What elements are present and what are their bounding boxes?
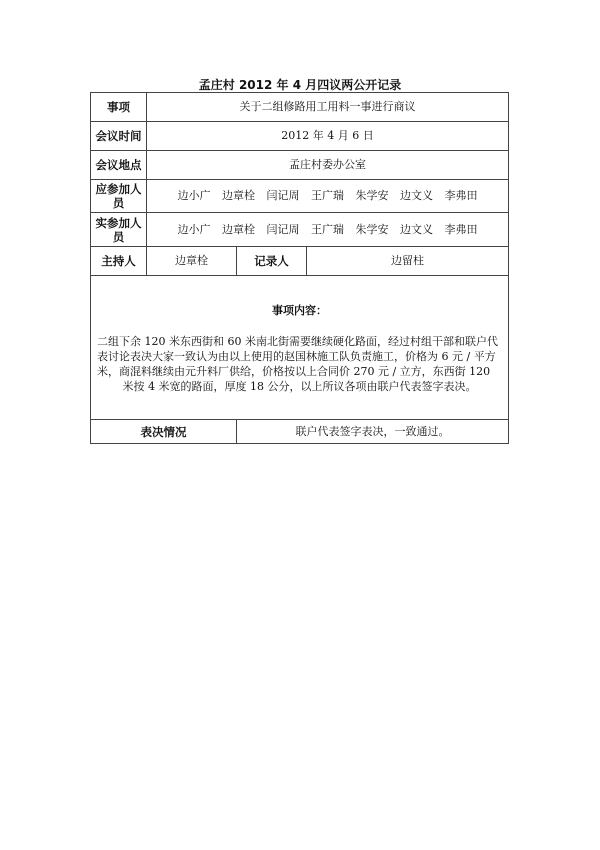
document-title: 孟庄村 2012 年 4 月四议两公开记录	[198, 78, 402, 92]
expected-attendee: 闫记周	[266, 189, 300, 202]
actual-attendee: 朱学安	[355, 222, 389, 236]
actual-attendee: 边章栓	[222, 222, 256, 236]
matter-label: 事项	[91, 93, 147, 122]
actual-attendees-label	[91, 213, 147, 247]
actual-attendee: 李弗田	[444, 222, 478, 236]
actual-attendees-label-line2: 员	[112, 229, 125, 244]
expected-attendee: 朱学安	[355, 189, 389, 202]
vote-label: 表决情况	[91, 420, 237, 444]
expected-attendee: 边文义	[400, 189, 434, 202]
expected-attendees-label-line2: 员	[112, 196, 125, 210]
row-content	[91, 276, 509, 420]
row-host-recorder	[91, 247, 509, 276]
expected-attendees-label	[91, 180, 147, 213]
meeting-place-value: 孟庄村委办公室	[147, 151, 509, 180]
actual-attendees-names	[147, 213, 509, 247]
recorder-value: 边留柱	[307, 247, 509, 276]
actual-attendees-label-line1: 实参加人	[95, 215, 142, 230]
actual-attendee: 王广瑞	[311, 222, 345, 236]
content-body: 二组下余 120 米东西街和 60 米南北街需要继续硬化路面，经过村组干部和联户代表讨论表决大家一致认为由以上使用的赵国林施工队负责施工，价格为 6 元 / 平方米，商混料继续由元升料厂供给，价格按以上合同价 270 元 / 立方，东西街 120 米按 4 米宽的路面，厚度 18 公分，以上所议各项由联户代表签字表决。	[97, 334, 498, 393]
row-actual-attendees	[91, 213, 509, 247]
actual-attendee: 闫记周	[266, 222, 300, 236]
meeting-time-value: 2012 年 4 月 6 日	[147, 122, 509, 151]
expected-attendee: 边小广	[177, 189, 211, 202]
host-value: 边章栓	[147, 247, 237, 276]
meeting-place-label: 会议地点	[91, 151, 147, 180]
expected-attendee: 李弗田	[444, 189, 478, 202]
row-meeting-time	[91, 122, 509, 151]
content-heading: 事项内容：	[272, 303, 328, 317]
row-matter	[91, 93, 509, 122]
host-label: 主持人	[91, 247, 147, 276]
content-cell	[91, 276, 509, 420]
vote-value: 联户代表签字表决，一致通过。	[237, 420, 509, 444]
expected-attendees-names	[147, 180, 509, 213]
expected-attendees-label-line1: 应参加人	[95, 182, 142, 196]
actual-attendee: 边文义	[400, 222, 434, 236]
expected-attendee: 王广瑞	[311, 189, 345, 202]
row-expected-attendees	[91, 180, 509, 213]
matter-value: 关于二组修路用工用料一事进行商议	[147, 93, 509, 122]
recorder-label: 记录人	[237, 247, 307, 276]
row-vote	[91, 420, 509, 444]
meeting-record-table	[90, 92, 509, 444]
row-meeting-place	[91, 151, 509, 180]
actual-attendee: 边小广	[177, 222, 211, 236]
meeting-time-label: 会议时间	[91, 122, 147, 151]
expected-attendee: 边章栓	[222, 189, 256, 202]
